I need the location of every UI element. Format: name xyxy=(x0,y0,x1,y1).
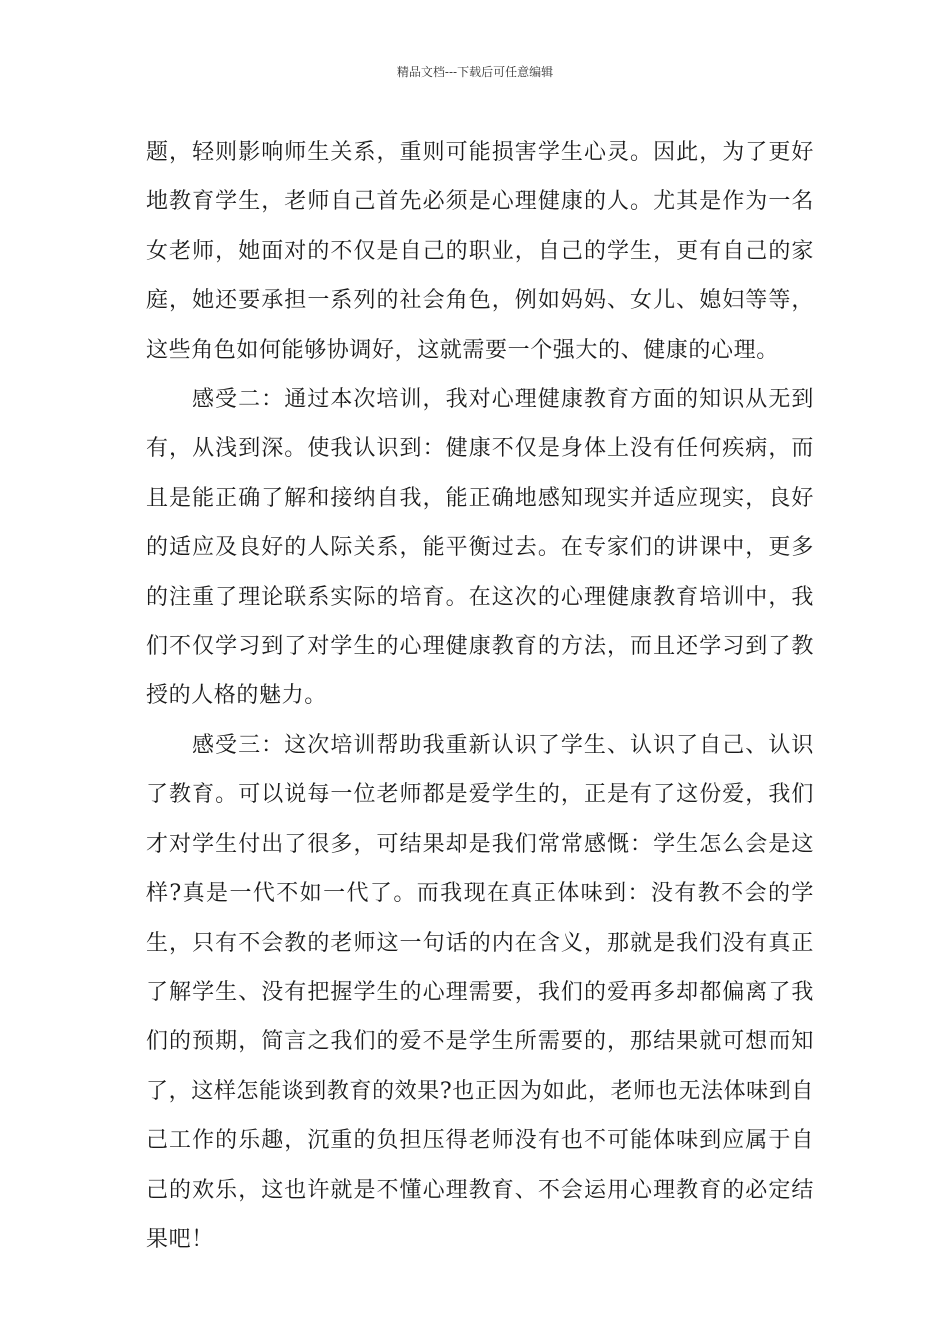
document-body xyxy=(146,128,814,1264)
page-header: 精品文档---下载后可任意编辑 xyxy=(396,65,554,79)
paragraph-continued: 题，轻则影响师生关系，重则可能损害学生心灵。因此，为了更好地教育学生，老师自己首先必须是心理健康的人。尤其是作为一名女老师，她面对的不仅是自己的职业，自己的学生，更有自己的家庭，她还要承担一系列的社会角色，例如妈妈、女儿、媳妇等等，这些角色如何能够协调好，这就需要一个强大的、健康的心理。 xyxy=(146,140,814,363)
paragraph-feeling-three: 感受三：这次培训帮助我重新认识了学生、认识了自己、认识了教育。可以说每一位老师都是爱学生的，正是有了这份爱，我们才对学生付出了很多，可结果却是我们常常感慨：学生怎么会是这样?真是一代不如一代了。而我现在真正体味到：没有教不会的学生，只有不会教的老师这一句话的内在含义，那就是我们没有真正了解学生、没有把握学生的心理需要，我们的爱再多却都偏离了我们的预期，简言之我们的爱不是学生所需要的，那结果就可想而知了，这样怎能谈到教育的效果?也正因为如此，老师也无法体味到自己工作的乐趣，沉重的负担压得老师没有也不可能体味到应属于自己的欢乐，这也许就是不懂心理教育、不会运用心理教育的必定结果吧！ xyxy=(146,732,814,1252)
paragraph-feeling-two: 感受二：通过本次培训，我对心理健康教育方面的知识从无到有，从浅到深。使我认识到：健康不仅是身体上没有任何疾病，而且是能正确了解和接纳自我，能正确地感知现实并适应现实，良好的适应及良好的人际关系，能平衡过去。在专家们的讲课中，更多的注重了理论联系实际的培育。在这次的心理健康教育培训中，我们不仅学习到了对学生的心理健康教育的方法，而且还学习到了教授的人格的魅力。 xyxy=(146,387,814,709)
